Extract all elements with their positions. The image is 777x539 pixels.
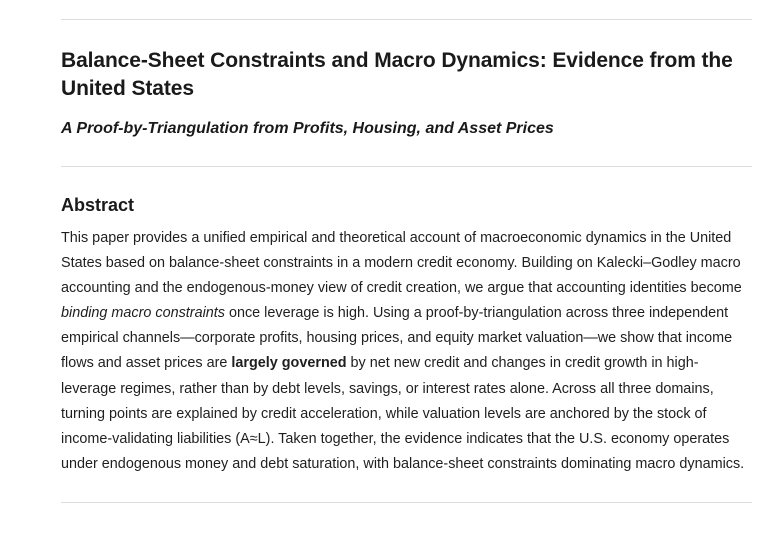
abstract-body — [61, 226, 752, 477]
document-page — [61, 0, 752, 503]
bottom-divider — [61, 502, 752, 503]
top-divider — [61, 19, 752, 20]
section-divider — [61, 166, 752, 167]
abstract-text-segment: once leverage is high. Using a proof-by-triangulation across three independent empirical channels—corporate profits, housing prices, and equity market valuation—we show that income flows and asset prices are — [61, 305, 733, 372]
abstract-text-segment: This paper provides a unified empirical and theoretical account of macroeconomic dynamics in the United States based on balance-sheet constraints in a modern credit economy. Building on Kalecki–Godley macro accounting and the endogenous-money view of credit creation, we argue that accounting identities become — [61, 230, 742, 297]
paper-subtitle: A Proof-by-Triangulation from Profits, Housing, and Asset Prices — [61, 120, 554, 137]
abstract-heading: Abstract — [61, 195, 135, 215]
abstract-emphasis-binding-constraints: binding macro constraints — [61, 305, 225, 322]
abstract-strong-largely-governed: largely governed — [231, 355, 347, 372]
abstract-text-segment: by net new credit and changes in credit growth in high-leverage regimes, rather than by debt levels, savings, or interest rates alone. Across all three domains, turning points are explained by credit acceleration, while valuation levels are anchored by the stock of income-validating liabilities (A≈L). Taken together, the evidence indicates that the U.S. economy operates under endogenous money and debt saturation, with balance-sheet constraints dominating macro dynamics. — [61, 355, 745, 472]
paper-title: Balance-Sheet Constraints and Macro Dynamics: Evidence from the United States — [61, 49, 733, 100]
